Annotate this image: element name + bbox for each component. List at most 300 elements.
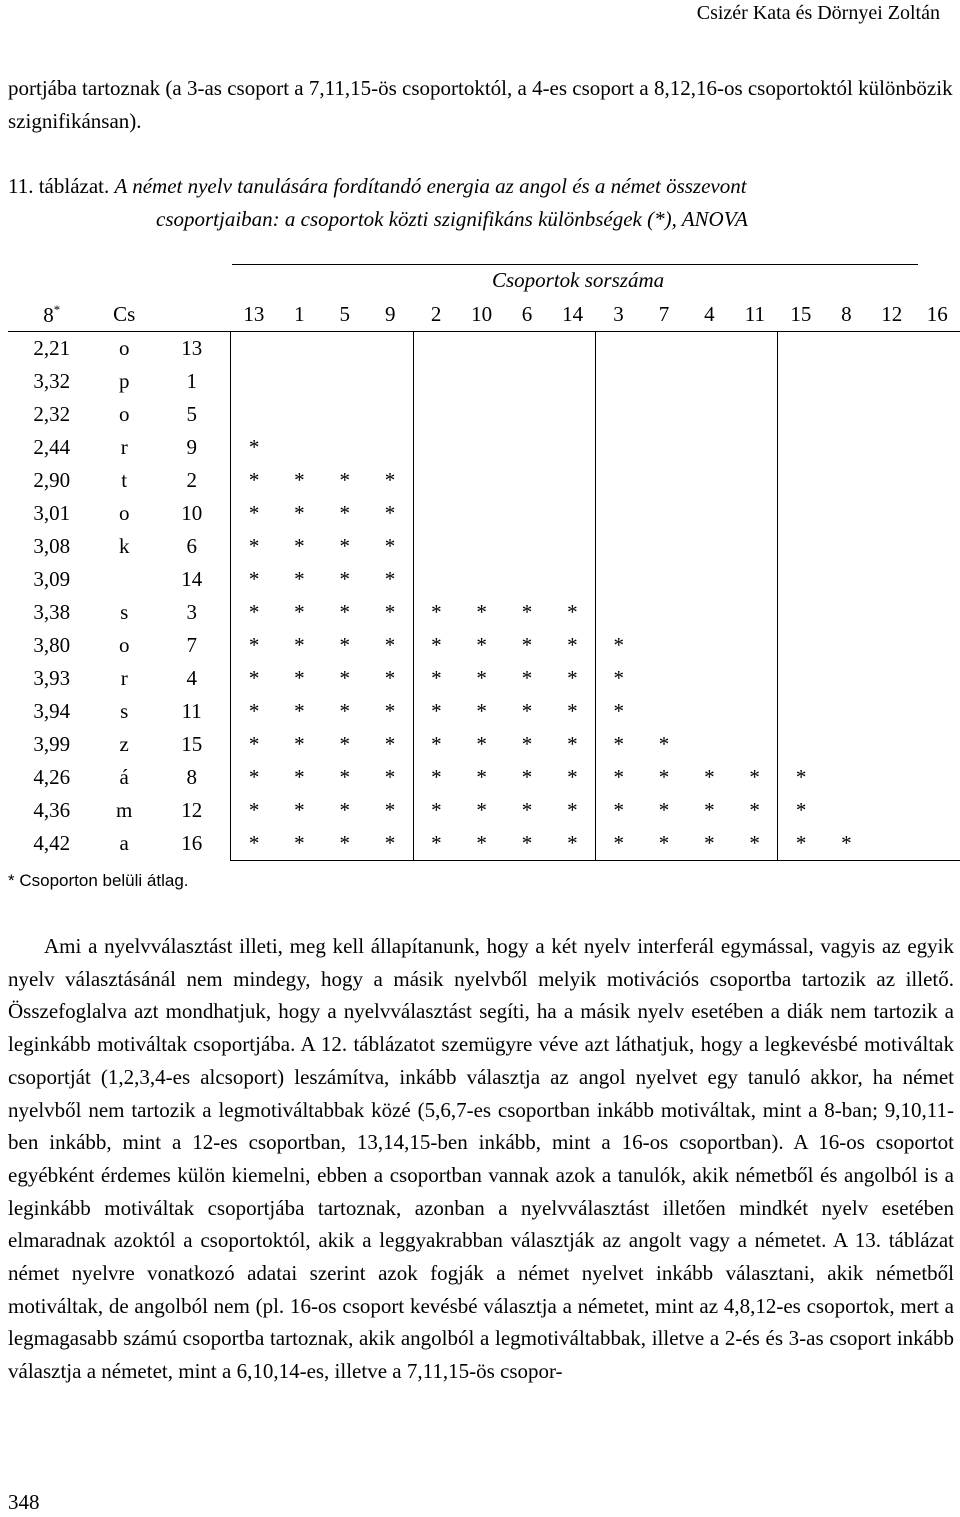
star-cell [778, 563, 824, 596]
star-cell [914, 332, 960, 366]
row-letter: r [120, 666, 128, 690]
star-cell [641, 695, 686, 728]
star-cell [869, 464, 914, 497]
significance-star: * [231, 497, 277, 530]
star-cell [869, 365, 914, 398]
star-cell [732, 695, 778, 728]
significance-star: * [658, 798, 670, 822]
star-cell [778, 398, 824, 431]
star-cell [869, 398, 914, 431]
star-cell [869, 662, 914, 695]
star-cell [869, 596, 914, 629]
row-group-number: 7 [186, 633, 197, 657]
star-cell [824, 398, 869, 431]
star-cell [732, 596, 778, 629]
star-cell [824, 332, 869, 366]
significance-star: * [231, 695, 277, 728]
significance-star: * [367, 827, 413, 861]
star-cell [824, 728, 869, 761]
significance-star: * [339, 765, 350, 789]
star-cell [824, 530, 869, 563]
star-cell [277, 398, 322, 431]
significance-star: * [384, 666, 396, 690]
row-mean: 3,09 [33, 567, 71, 591]
row-group-number: 8 [186, 765, 197, 789]
row-letter: o [118, 402, 130, 426]
significance-star: * [521, 732, 533, 756]
significance-star: * [413, 695, 459, 728]
column-header-2: 2 [413, 298, 459, 332]
star-cell [504, 530, 549, 563]
significance-star: * [339, 666, 350, 690]
table-row [8, 728, 960, 761]
star-cell [914, 728, 960, 761]
significance-star: * [384, 699, 396, 723]
significance-star: * [413, 596, 459, 629]
caption-line-2: csoportjaiban: a csoportok közti szignifikáns különbségek (*), ANOVA [156, 207, 748, 231]
significance-star: * [231, 827, 277, 861]
column-header-10: 10 [459, 298, 504, 332]
row-group-number: 2 [186, 468, 197, 492]
significance-star: * [339, 534, 350, 558]
significance-star: * [339, 732, 350, 756]
star-cell [778, 365, 824, 398]
star-cell [687, 365, 732, 398]
significance-star: * [384, 534, 396, 558]
significance-star: * [294, 666, 305, 690]
row-group-number: 3 [186, 600, 197, 624]
significance-star: * [294, 600, 305, 624]
significance-star: * [476, 600, 487, 624]
star-cell [824, 365, 869, 398]
star-cell [914, 629, 960, 662]
row-mean: 3,94 [33, 699, 71, 723]
significance-star: * [567, 633, 578, 657]
star-cell [824, 629, 869, 662]
row-group-number: 10 [181, 501, 203, 525]
row-mean: 2,90 [33, 468, 71, 492]
column-header-14: 14 [550, 298, 596, 332]
row-mean: 4,42 [33, 831, 71, 856]
star-cell [367, 398, 413, 431]
significance-star: * [294, 633, 305, 657]
star-cell [824, 563, 869, 596]
star-cell [504, 398, 549, 431]
significance-star: * [384, 633, 396, 657]
significance-star: * [567, 765, 578, 789]
star-cell [231, 398, 277, 431]
star-cell [459, 365, 504, 398]
star-cell [641, 464, 686, 497]
table-row [8, 827, 960, 861]
significance-star: * [658, 732, 670, 756]
row-letter: o [118, 336, 130, 360]
significance-star: * [824, 827, 869, 861]
caption-line-1: A német nyelv tanulására fordítandó energia az angol és a német összevont [114, 174, 747, 198]
column-header-3: 3 [596, 298, 642, 332]
star-cell [687, 497, 732, 530]
star-cell [413, 530, 459, 563]
row-group-number: 6 [186, 534, 197, 558]
significance-star: * [596, 794, 642, 827]
table-caption [8, 170, 958, 236]
star-cell [322, 431, 367, 464]
table-row [8, 695, 960, 728]
column-header-6: 6 [504, 298, 549, 332]
significance-star: * [778, 794, 824, 827]
row-group-number: 14 [181, 567, 203, 591]
star-cell [504, 464, 549, 497]
significance-star: * [413, 728, 459, 761]
star-cell [687, 596, 732, 629]
star-cell [869, 728, 914, 761]
significance-star: * [231, 563, 277, 596]
star-cell [869, 629, 914, 662]
star-cell [732, 662, 778, 695]
row-group-number: 13 [181, 336, 203, 360]
star-cell [869, 827, 914, 861]
mean-header-label: 8 [43, 302, 54, 327]
star-cell [641, 398, 686, 431]
star-cell [504, 497, 549, 530]
significance-star: * [384, 732, 396, 756]
significance-star: * [749, 765, 760, 789]
significance-star: * [231, 662, 277, 695]
star-cell [869, 530, 914, 563]
row-group-number: 15 [181, 732, 203, 756]
significance-star: * [339, 567, 350, 591]
star-cell [687, 629, 732, 662]
star-cell [367, 431, 413, 464]
row-letter: p [118, 369, 130, 393]
star-cell [824, 662, 869, 695]
significance-star: * [339, 798, 350, 822]
star-cell [504, 332, 549, 366]
star-cell [596, 332, 642, 366]
star-cell [869, 497, 914, 530]
star-cell [778, 662, 824, 695]
star-cell [641, 497, 686, 530]
significance-star: * [339, 468, 350, 492]
star-cell [914, 398, 960, 431]
star-cell [914, 596, 960, 629]
row-group-number: 4 [186, 666, 197, 690]
star-cell [732, 398, 778, 431]
star-cell [550, 464, 596, 497]
star-cell [277, 431, 322, 464]
column-header-7: 7 [641, 298, 686, 332]
star-cell [732, 365, 778, 398]
star-cell [367, 365, 413, 398]
row-letter: o [118, 501, 130, 525]
page-number: 348 [8, 1490, 40, 1514]
significance-star: * [521, 666, 533, 690]
star-cell [641, 431, 686, 464]
significance-star: * [231, 431, 277, 464]
star-cell [550, 497, 596, 530]
row-letter: a [119, 831, 129, 856]
row-mean: 3,99 [33, 732, 71, 756]
star-cell [824, 794, 869, 827]
body-paragraph [8, 930, 954, 1388]
star-cell [641, 629, 686, 662]
table-row [8, 563, 960, 596]
significance-star: * [778, 827, 824, 861]
star-cell [687, 728, 732, 761]
significance-star: * [476, 765, 487, 789]
significance-star: * [596, 761, 642, 794]
significance-star: * [384, 798, 396, 822]
star-cell [277, 332, 322, 366]
table-header-row [8, 298, 960, 332]
star-cell [550, 563, 596, 596]
star-cell [596, 530, 642, 563]
significance-star: * [384, 468, 396, 492]
row-letter: s [120, 600, 129, 624]
significance-star: * [294, 468, 305, 492]
star-cell [550, 398, 596, 431]
star-cell [550, 530, 596, 563]
significance-star: * [476, 633, 487, 657]
star-cell [687, 695, 732, 728]
table-footnote: * Csoporton belüli átlag. [8, 871, 189, 890]
column-header-4: 4 [687, 298, 732, 332]
letter-header-cell: Cs [95, 298, 153, 332]
significance-star: * [339, 501, 350, 525]
column-header-13: 13 [231, 298, 277, 332]
significance-star: * [687, 827, 732, 861]
star-cell [641, 596, 686, 629]
star-cell [914, 761, 960, 794]
star-cell [596, 497, 642, 530]
column-header-9: 9 [367, 298, 413, 332]
star-cell [687, 464, 732, 497]
star-cell [504, 365, 549, 398]
significance-star: * [231, 596, 277, 629]
significance-star: * [413, 827, 459, 861]
star-cell [413, 398, 459, 431]
significance-star: * [231, 530, 277, 563]
column-header-15: 15 [778, 298, 824, 332]
star-cell [914, 563, 960, 596]
row-group-number: 12 [181, 798, 203, 822]
row-letter: á [119, 765, 129, 789]
significance-star: * [384, 567, 396, 591]
significance-star: * [231, 761, 277, 794]
significance-star: * [339, 699, 350, 723]
row-letter: s [120, 699, 129, 723]
significance-star: * [294, 501, 305, 525]
row-group-number: 16 [181, 831, 203, 856]
mean-header-asterisk: * [53, 301, 61, 317]
row-letter: z [119, 732, 129, 756]
significance-star: * [459, 827, 504, 861]
significance-star: * [567, 666, 578, 690]
star-cell [824, 761, 869, 794]
significance-star: * [641, 827, 686, 861]
star-cell [641, 662, 686, 695]
column-header-5: 5 [322, 298, 367, 332]
significance-star: * [521, 633, 533, 657]
star-cell [459, 431, 504, 464]
significance-star: * [658, 765, 670, 789]
star-cell [459, 332, 504, 366]
star-cell [413, 563, 459, 596]
column-header-11: 11 [732, 298, 778, 332]
star-cell [550, 332, 596, 366]
row-group-number: 9 [186, 435, 197, 459]
star-cell [778, 464, 824, 497]
significance-star: * [732, 827, 778, 861]
row-group-number: 5 [186, 402, 197, 426]
significance-star: * [231, 794, 277, 827]
caption-number: 11. táblázat. [8, 174, 110, 198]
column-header-8: 8 [824, 298, 869, 332]
star-cell [596, 464, 642, 497]
star-cell [732, 332, 778, 366]
significance-star: * [339, 633, 350, 657]
significance-star: * [476, 699, 487, 723]
star-cell [687, 431, 732, 464]
group-header-title: Csoportok sorszáma [492, 268, 665, 292]
star-cell [687, 398, 732, 431]
star-cell [778, 431, 824, 464]
significance-star: * [567, 699, 578, 723]
star-cell [914, 431, 960, 464]
star-cell [550, 365, 596, 398]
star-cell [914, 530, 960, 563]
significance-star: * [231, 728, 277, 761]
row-letter: o [118, 633, 130, 657]
star-cell [413, 497, 459, 530]
row-mean: 4,36 [33, 798, 71, 822]
star-cell [778, 497, 824, 530]
table-row [8, 794, 960, 827]
star-cell [824, 596, 869, 629]
star-cell [413, 464, 459, 497]
star-cell [732, 464, 778, 497]
star-cell [824, 497, 869, 530]
star-cell [596, 365, 642, 398]
significance-star: * [476, 798, 487, 822]
significance-star: * [476, 732, 487, 756]
running-header: Csizér Kata és Dörnyei Zoltán [696, 2, 940, 24]
significance-star: * [294, 732, 305, 756]
star-cell [778, 596, 824, 629]
row-mean: 3,32 [33, 369, 71, 393]
significance-star: * [749, 798, 760, 822]
row-mean: 3,38 [33, 600, 71, 624]
star-cell [824, 464, 869, 497]
row-mean: 4,26 [33, 765, 71, 789]
significance-star: * [567, 732, 578, 756]
star-cell [596, 431, 642, 464]
star-cell [914, 365, 960, 398]
star-cell [413, 431, 459, 464]
star-cell [914, 464, 960, 497]
row-mean: 2,44 [33, 435, 71, 459]
star-cell [322, 398, 367, 431]
star-cell [869, 332, 914, 366]
row-mean: 3,01 [33, 501, 71, 525]
table-row [8, 365, 960, 398]
group-header-rule [232, 264, 918, 265]
significance-table [8, 298, 960, 861]
significance-star: * [231, 464, 277, 497]
significance-star: * [384, 765, 396, 789]
row-letter: k [118, 534, 130, 558]
significance-star: * [294, 534, 305, 558]
column-header-1: 1 [277, 298, 322, 332]
star-cell [914, 662, 960, 695]
table-row [8, 530, 960, 563]
significance-star: * [596, 695, 642, 728]
star-cell [231, 332, 277, 366]
significance-star: * [384, 600, 396, 624]
star-cell [914, 794, 960, 827]
significance-star: * [521, 600, 533, 624]
significance-star: * [521, 765, 533, 789]
significance-star: * [704, 765, 715, 789]
row-letter: t [121, 468, 128, 492]
row-letter: r [120, 435, 128, 459]
star-cell [596, 563, 642, 596]
row-mean: 3,08 [33, 534, 71, 558]
row-group-number: 1 [186, 369, 197, 393]
significance-star: * [596, 728, 642, 761]
column-header-12: 12 [869, 298, 914, 332]
significance-star: * [521, 798, 533, 822]
significance-star: * [778, 761, 824, 794]
star-cell [778, 629, 824, 662]
significance-star: * [294, 567, 305, 591]
significance-star: * [413, 629, 459, 662]
star-cell [322, 365, 367, 398]
table-row [8, 629, 960, 662]
body-paragraph-text: Ami a nyelvválasztást illeti, meg kell állapítanunk, hogy a két nyelv interferál egymással, vagyis az egyik nyelv választásánál nem mindegy, hogy a másik nyelvből melyik motivációs csoportba tartozik az illető. Összefoglalva azt mondhatjuk, hogy a nyelvválasztást segíti, ha a másik nyelv esetében a diák nem tartozik a leginkább motiváltak csoportjába. A 12. táblázatot szemügyre véve azt láthatjuk, hogy a legkevésbé motiváltak csoportját (1,2,3,4-es alcsoport) leszámítva, inkább választja az angol nyelvet egy tanuló akkor, ha német nyelvből nem tartozik a legmotiváltabbak közé (5,6,7-es csoportban inkább motiváltak, mint a 8-ban; 9,10,11-ben inkább, mint a 12-es csoportban, 13,14,15-ben inkább, mint a 16-os csoportban). A 16-os csoportot egyébként érdemes külön kiemelni, ebben a csoportban vannak azok a tanulók, akik németből és angolból is a leginkább motiváltak csoportjába tartoznak, azonban a nyelvválasztást illetően mindkét nyelv esetében elmaradnak azoktól a csoportoktól, akik a leggyakrabban választják az angolt vagy a németet. A 13. táblázat német nyelvre vonatkozó adatai szerint azok fogják a német nyelvet inkább választani, akik németből motiváltak, de angolból nem (pl. 16-os csoport kevésbé választja a németet, mint az 4,8,12-es csoportok, mert a legmagasabb számú csoportba tartoznak, akik angolból a legmotiváltabbak, illetve a 2-és és 3-as csoport inkább választja a németet, mint a 6,10,14-es, illetve a 7,11,15-ös csopor- [8, 934, 954, 1384]
significance-star: * [413, 761, 459, 794]
star-cell [413, 365, 459, 398]
row-mean: 2,32 [33, 402, 71, 426]
star-cell [824, 431, 869, 464]
row-letter [95, 563, 153, 596]
star-cell [778, 332, 824, 366]
star-cell [732, 497, 778, 530]
intro-paragraph: portjába tartoznak (a 3-as csoport a 7,11,15-ös csoportoktól, a 4-es csoport a 8,12,16-os csoportoktól különbözik szignifikánsan). [8, 76, 953, 133]
significance-star: * [521, 699, 533, 723]
table-row [8, 464, 960, 497]
table-row [8, 497, 960, 530]
significance-star: * [596, 629, 642, 662]
star-cell [732, 431, 778, 464]
star-cell [367, 332, 413, 366]
star-cell [504, 431, 549, 464]
star-cell [641, 332, 686, 366]
significance-star: * [704, 798, 715, 822]
significance-star: * [596, 662, 642, 695]
significance-star: * [384, 501, 396, 525]
star-cell [824, 695, 869, 728]
mean-header-cell [8, 298, 95, 332]
significance-star: * [322, 827, 367, 861]
significance-star: * [413, 794, 459, 827]
row-mean: 2,21 [33, 336, 71, 360]
star-cell [459, 563, 504, 596]
star-cell [413, 332, 459, 366]
star-cell [596, 398, 642, 431]
star-cell [778, 530, 824, 563]
row-mean: 3,93 [33, 666, 71, 690]
